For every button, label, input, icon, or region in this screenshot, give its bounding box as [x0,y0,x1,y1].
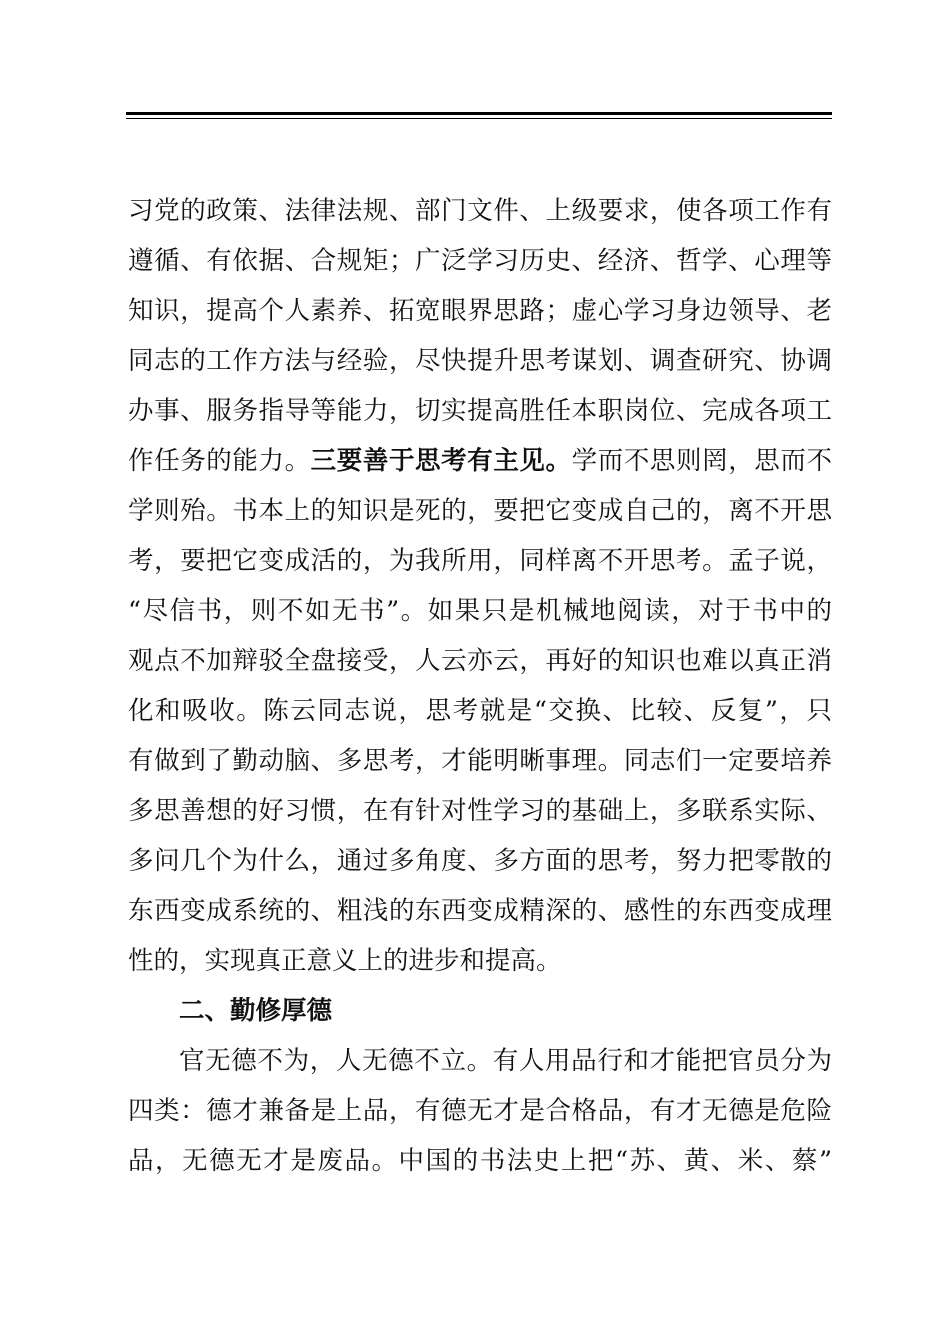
paragraph-line: 东西变成系统的、粗浅的东西变成精深的、感性的东西变成理 [128,896,832,926]
paragraph-line: 办事、服务指导等能力，切实提高胜任本职岗位、完成各项工 [128,396,832,426]
paragraph-line: 化和吸收。陈云同志说，思考就是“交换、比较、反复”，只 [128,696,832,726]
paragraph-line: 官无德不为，人无德不立。有人用品行和才能把官员分为 [179,1046,832,1076]
document-body [128,186,832,1186]
header-rule-thick [126,112,832,115]
paragraph-line: 多问几个为什么，通过多角度、多方面的思考，努力把零散的 [128,846,832,876]
paragraph-line: 四类：德才兼备是上品，有德无才是合格品，有才无德是危险 [128,1096,832,1126]
paragraph-line: 遵循、有依据、合规矩；广泛学习历史、经济、哲学、心理等 [128,246,832,276]
section-heading: 二、勤修厚德 [179,996,333,1026]
header-double-rule [126,112,832,120]
paragraph-line: 有做到了勤动脑、多思考，才能明晰事理。同志们一定要培养 [128,746,832,776]
paragraph-line [128,436,832,486]
header-rule-thin [126,118,832,119]
paragraph-line: “尽信书，则不如无书”。如果只是机械地阅读，对于书中的 [128,596,832,626]
paragraph-line: 同志的工作方法与经验，尽快提升思考谋划、调查研究、协调 [128,346,832,376]
paragraph-line: 性的，实现真正意义上的进步和提高。 [128,946,562,976]
paragraph-line: 习党的政策、法律法规、部门文件、上级要求，使各项工作有 [128,196,832,226]
paragraph-line: 品，无德无才是废品。中国的书法史上把“苏、黄、米、蔡” [128,1146,832,1176]
text-run: 作任务的能力。 [128,446,311,476]
paragraph-line: 多思善想的好习惯，在有针对性学习的基础上，多联系实际、 [128,796,832,826]
paragraph-line: 考，要把它变成活的，为我所用，同样离不开思考。孟子说， [128,546,832,576]
paragraph-line: 观点不加辩驳全盘接受，人云亦云，再好的知识也难以真正消 [128,646,832,676]
paragraph-line: 知识，提高个人素养、拓宽眼界思路；虚心学习身边领导、老 [128,296,832,326]
paragraph-line: 学则殆。书本上的知识是死的，要把它变成自己的，离不开思 [128,496,832,526]
text-run: 学而不思则罔，思而不 [571,446,832,476]
bold-key-point: 三要善于思考有主见。 [310,446,572,476]
